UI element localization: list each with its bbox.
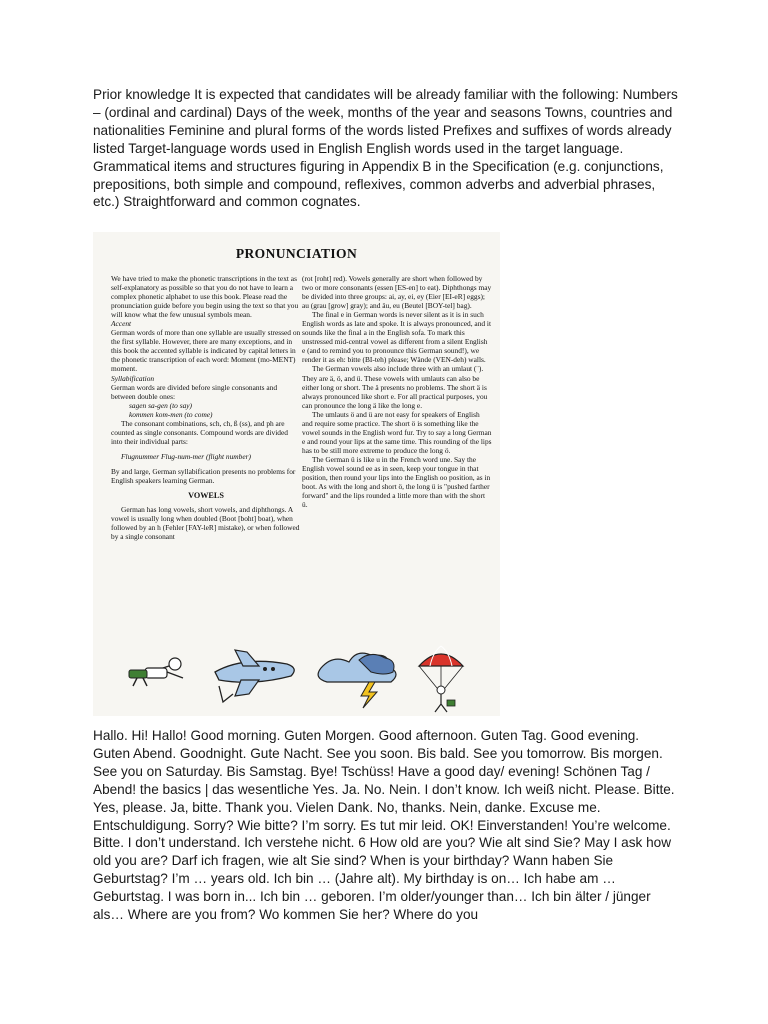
intro-paragraph: Prior knowledge It is expected that candidates will be already familiar with the following: Numbers – (ordinal and cardinal) Days of the week, months of the year and seasons Towns, countries and nationalities Feminine and plural forms of the words listed Prefixes and suffixes of words already listed Target-language words used in English English words used in the target language. Grammatical items and structures figuring in Appendix B in the Specification (e.g. conjunctions, prepositions, both simple and compound, reflexives, common adverbs and adverbial phrases, etc.) Straightforward and common cognates. xyxy=(93,87,678,210)
example-flugnummer: Flugnummer Flug-num-mer (flight number) xyxy=(121,451,251,461)
airplane-icon xyxy=(215,650,294,702)
parachute-icon xyxy=(419,646,463,712)
phrases-paragraph: Hallo. Hi! Hallo! Good morning. Guten Morgen. Good afternoon. Guten Tag. Good evening. Guten Abend. Goodnight. Gute Nacht. See you soon. Bis bald. See you tomorrow. Bis morgen. See you on Saturday. Bis Samstag. Bye! Tschüss! Have a good day/ evening! Schönen Tag / Abend! the basics | das wesentliche Yes. Ja. No. Nein. I don’t know. Ich weiß nicht. Please. Bitte. Yes, please. Ja, bitte. Thank you. Vielen Dank. No, thanks. Nein, danke. Excuse me. Entschuldigung. Sorry? Wie bitte? I’m sorry. Es tut mir leid. OK! Einverstanden! You’re welcome. Bitte. I don’t understand. Ich verstehe nicht. 6 How old are you? Wie alt sind Sie? May I ask how old you are? Darf ich fragen, wie alt Sie sind? When is your birthday? Wann haben Sie Geburtstag? I’m … years old. Ich bin … (Jahre alt). My birthday is on… Ich habe am … Geburtstag. I was born in... Ich bin … geboren. I’m older/younger than… Ich bin älter / jünger als… Where are you from? Wo kommen Sie her? Where do you xyxy=(93,728,675,923)
umlaut-u-text: The German ü is like u in the French word une. Say the English vowel sound ee as in seen, keep your tongue in that position, then round your lips into the English oo position, as in boot. As with the long and short ö, the long ü is "pushed farther forward" and the lips rounded a little more than with the short ü. xyxy=(302,454,491,510)
vowels-heading: VOWELS xyxy=(188,491,224,501)
pronunciation-scan xyxy=(93,232,500,716)
consonants-text: The consonant combinations, sch, ch, ß (ss), and ph are counted as single consonants. Compound words are divided into their individual parts: xyxy=(111,418,288,446)
syllabification-heading: Syllabification xyxy=(111,373,155,383)
storm-cloud-icon xyxy=(318,653,396,708)
accent-heading: Accent xyxy=(111,319,132,329)
travel-cartoon-illustration xyxy=(123,642,483,716)
pronunciation-right-column xyxy=(302,274,492,509)
umlaut-o-u-text: The umlauts ö and ü are not easy for speakers of English and require some practice. The short ö is something like the vowel sounds in the English word fur. Try to say a long German e and round your lips at the same time. This rounding of the lips has to be still more extreme to produce the long ö. xyxy=(302,409,492,455)
example-kommen: kommen kom-men (to come) xyxy=(129,409,213,419)
umlaut-text: The German vowels also include three with an umlaut (¨). They are ä, ö, and ü. These vowels with umlauts can also be either long or short. The ä presents no problems. The short ä is always pronounced like short e. For all practical purposes, you can pronounce the long ä like the long e. xyxy=(302,364,488,410)
pronunciation-title: PRONUNCIATION xyxy=(235,246,358,261)
vowels-continued: (rot [roht] red). Vowels generally are short when followed by two or more consonants (essen [ES-en] to eat). Diphthongs may be divided into three groups: ai, ay, ei, ey (Eier [EI-eR] eggs); au (grau [grow] gray); and äu, eu (Beutel [BOY-tel] bag). xyxy=(302,274,492,311)
flying-man-icon xyxy=(129,658,183,686)
pants xyxy=(129,670,147,678)
intro-text: We have tried to make the phonetic transcriptions in the text as self-explanatory as possible so that you do not have to learn a complex phonetic alphabet to use this book. Please read the pronunciation guide before you begin using the text so that you will know what the few unusual symbols mean. xyxy=(111,274,299,320)
syllabification-text: German words are divided before single consonants and between double ones: xyxy=(111,382,278,401)
pronunciation-left-column xyxy=(111,274,301,541)
final-e-text: The final e in German words is never silent as it is in such English words as late and spoke. It is always pronounced, and it sounds like the final a in the English sofa. To mark this unstressed mid-central vowel as different from a silent English e (and to remind you to pronounce this German sound!), we render it as eh: bitte (BI-teh) please; Wände (VEN-deh) walls. xyxy=(302,310,492,365)
example-sagen: sagen sa-gen (to say) xyxy=(129,400,193,410)
accent-text: German words of more than one syllable are usually stressed on the first syllable. However, there are many exceptions, and in this book the accented syllable is indicated by capital letters in the phonetic transcription of each word: Moment (mo-MENT) moment. xyxy=(111,328,301,374)
by-and-large-text: By and large, German syllabification presents no problems for English speakers learning German. xyxy=(111,466,296,485)
vowels-text: German has long vowels, short vowels, and diphthongs. A vowel is usually long when doubled (Boot [boht] boat), when followed by an h (Fehler [FAY-leR] mistake), or when followed by a single consonant xyxy=(111,505,300,542)
